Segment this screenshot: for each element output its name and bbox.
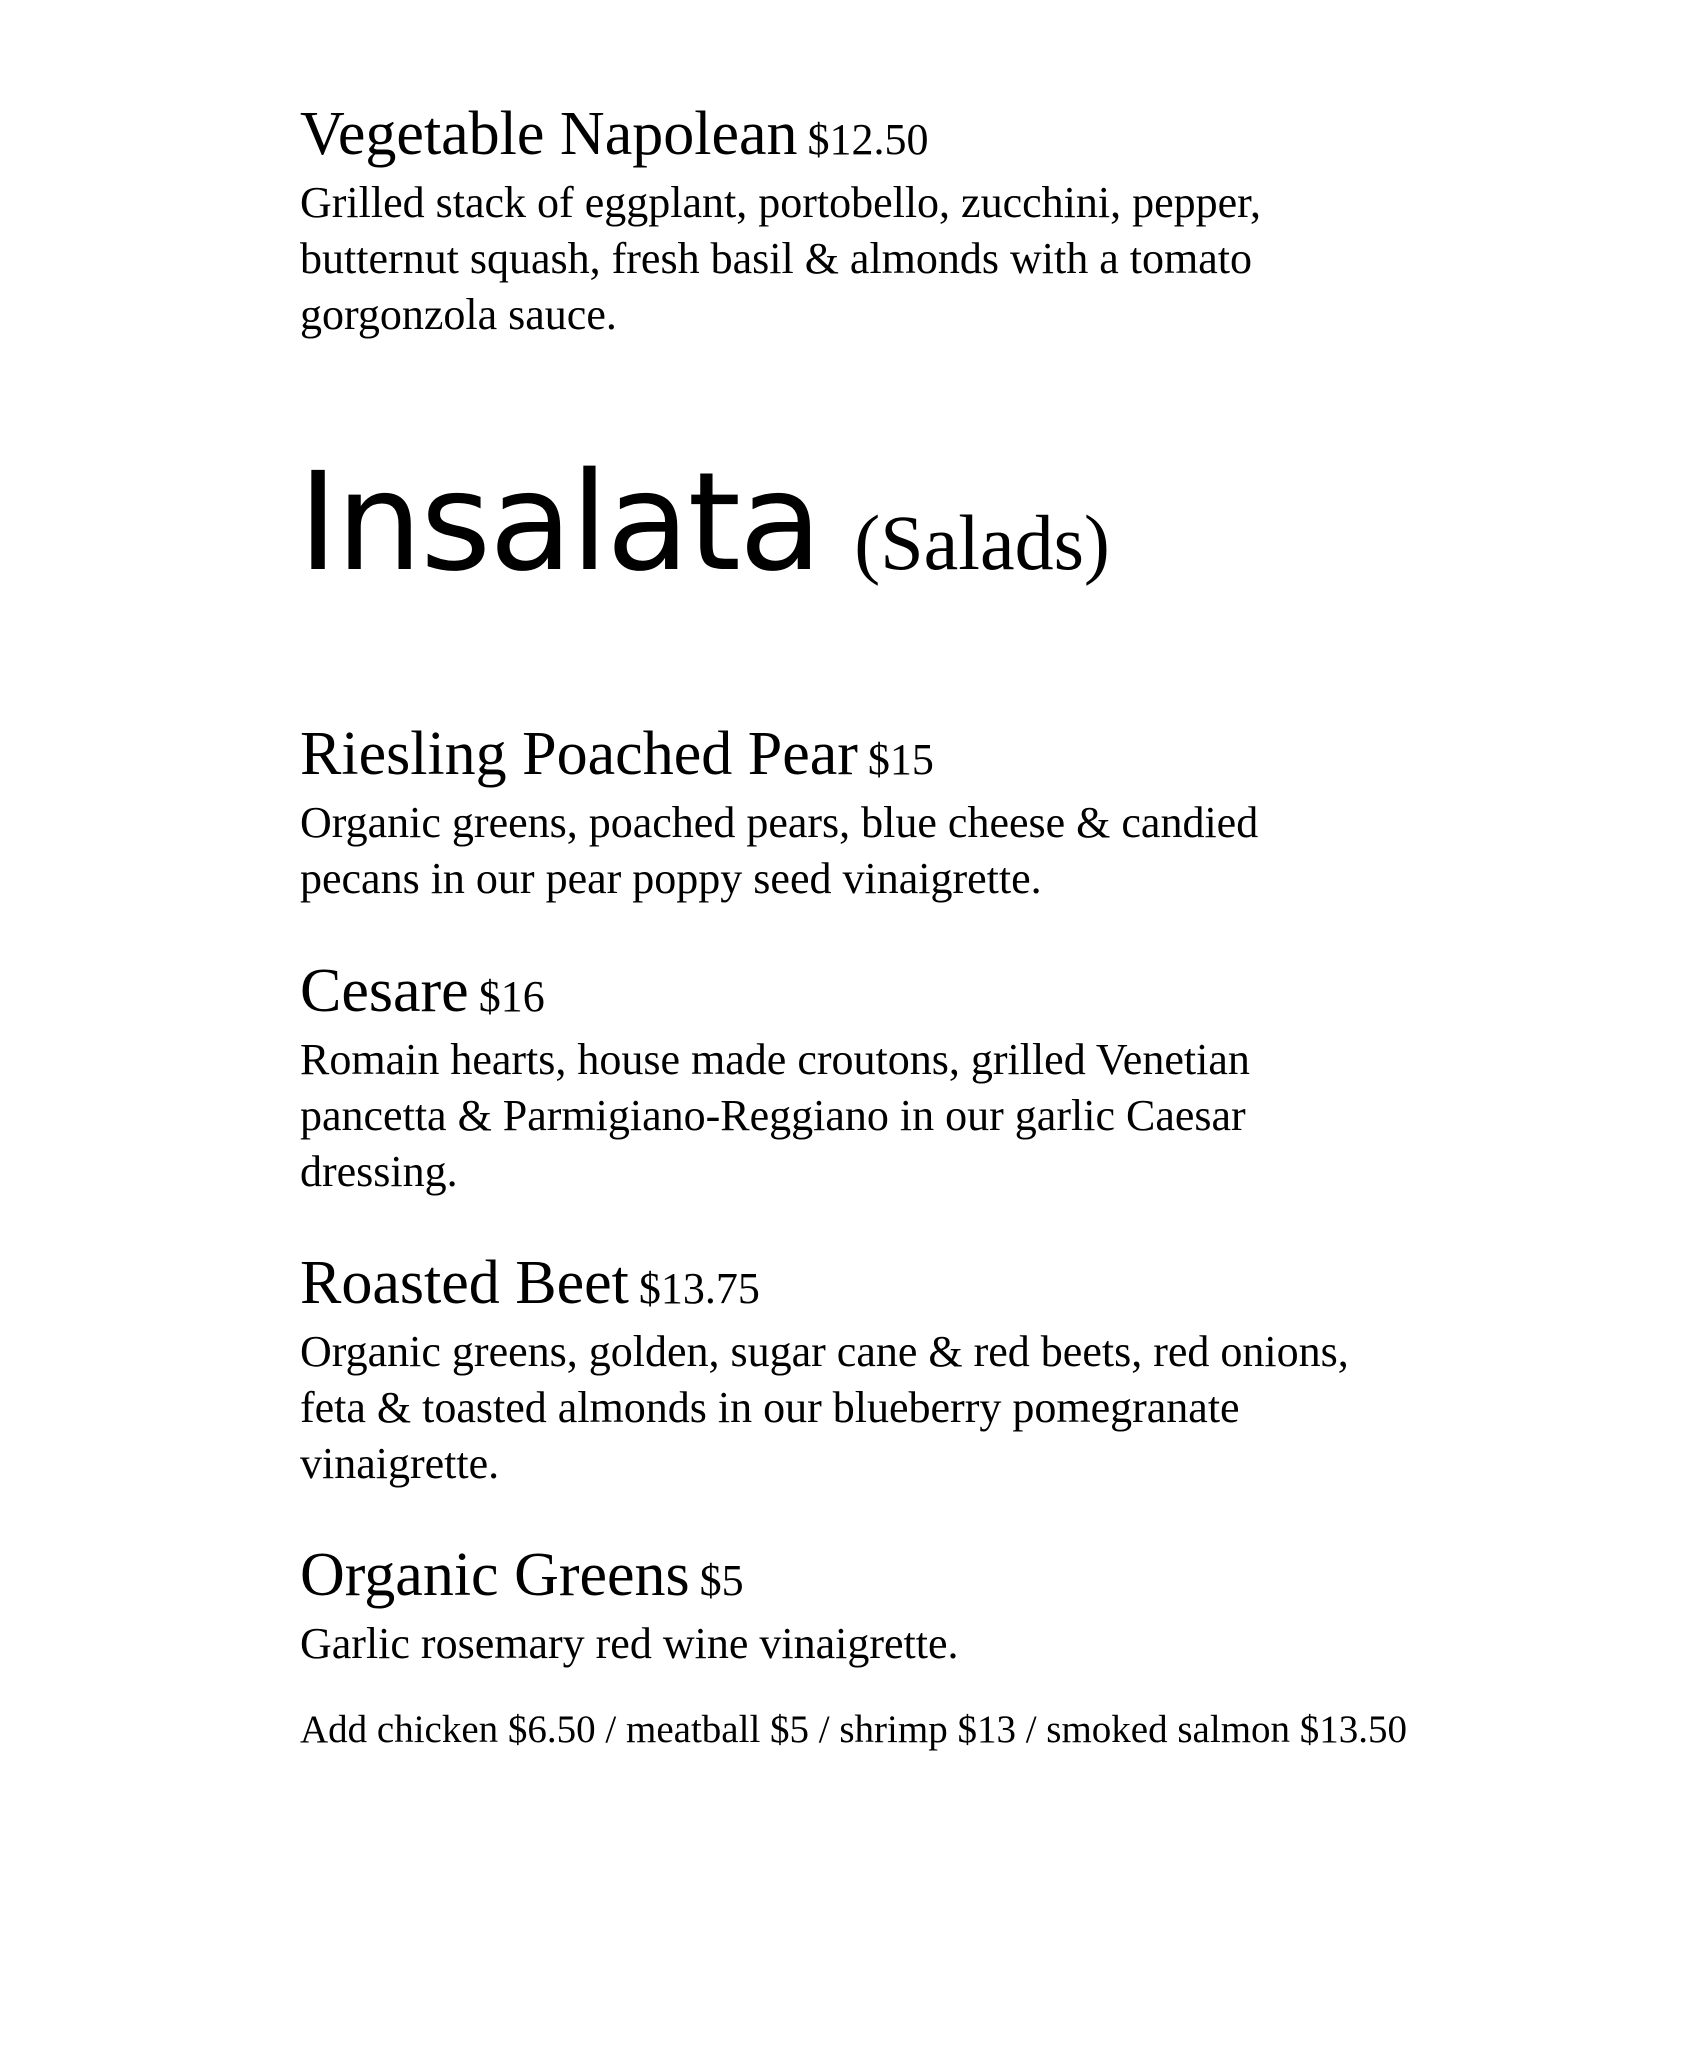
dish-description <box>300 1324 1550 1492</box>
addons-note: Add chicken $6.50 / meatball $5 / shrimp $13 / smoked salmon $13.50 <box>300 1708 1408 1751</box>
dish-name: Roasted Beet <box>300 1249 629 1317</box>
dish-description <box>300 1616 1550 1672</box>
description-line: butternut squash, fresh basil & almonds with a tomato <box>300 234 1252 283</box>
menu-item-header <box>300 720 1550 788</box>
menu-item-header <box>300 100 1550 168</box>
description-line: pancetta & Parmigiano-Reggiano in our garlic Caesar <box>300 1091 1246 1140</box>
menu-item-cesare <box>300 957 1550 1200</box>
section-subtitle: (Salads) <box>854 499 1110 586</box>
dish-description <box>300 175 1550 343</box>
dish-price: $5 <box>699 1556 744 1605</box>
dish-name: Vegetable Napolean <box>300 100 798 168</box>
dish-price: $15 <box>867 735 934 784</box>
description-line: Organic greens, golden, sugar cane & red beets, red onions, <box>300 1327 1349 1376</box>
description-line: Garlic rosemary red wine vinaigrette. <box>300 1619 959 1668</box>
description-line: vinaigrette. <box>300 1439 500 1488</box>
dish-description <box>300 1032 1550 1200</box>
dish-name: Organic Greens <box>300 1541 690 1609</box>
dish-description <box>300 795 1550 907</box>
dish-name: Cesare <box>300 957 469 1025</box>
description-line: gorgonzola sauce. <box>300 290 617 339</box>
dish-price: $12.50 <box>807 115 929 164</box>
description-line: Romain hearts, house made croutons, grilled Venetian <box>300 1035 1250 1084</box>
menu-item-vegetable-napolean <box>300 100 1550 343</box>
menu-item-riesling-poached-pear <box>300 720 1550 907</box>
dish-price: $16 <box>478 972 545 1021</box>
dish-price: $13.75 <box>638 1264 760 1313</box>
menu-item-roasted-beet <box>300 1249 1550 1492</box>
section-title: Insalata <box>298 444 821 602</box>
menu-item-header <box>300 1249 1550 1317</box>
description-line: feta & toasted almonds in our blueberry pomegranate <box>300 1383 1240 1432</box>
section-heading <box>298 444 1110 602</box>
description-line: Grilled stack of eggplant, portobello, zucchini, pepper, <box>300 178 1262 227</box>
description-line: dressing. <box>300 1147 458 1196</box>
menu-item-header <box>300 1541 1550 1609</box>
dish-name: Riesling Poached Pear <box>300 720 858 788</box>
menu-item-header <box>300 957 1550 1025</box>
menu-item-organic-greens <box>300 1541 1550 1672</box>
description-line: pecans in our pear poppy seed vinaigrette. <box>300 854 1042 903</box>
description-line: Organic greens, poached pears, blue cheese & candied <box>300 798 1259 847</box>
